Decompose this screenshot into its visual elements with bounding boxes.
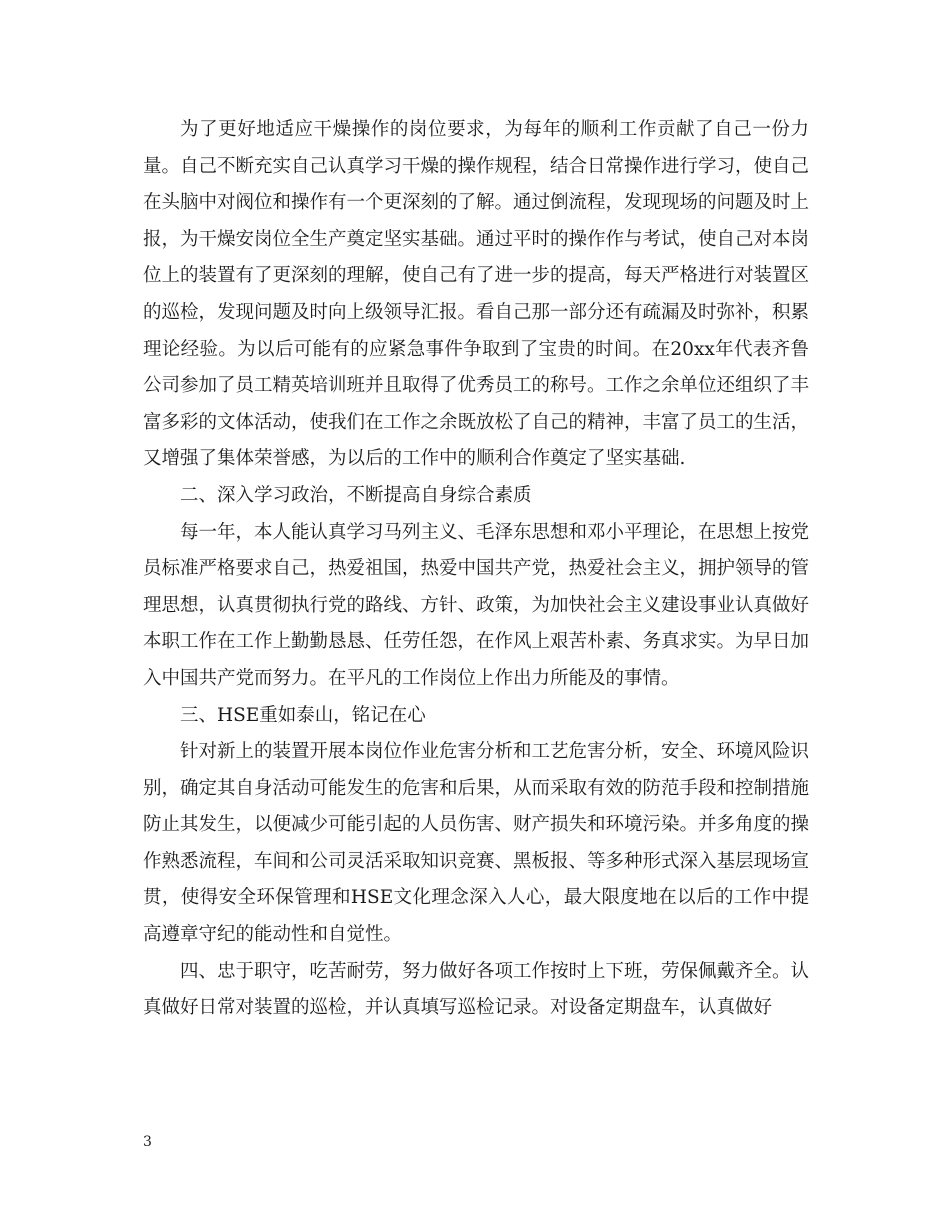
paragraph-hse: 针对新上的装置开展本岗位作业危害分析和工艺危害分析，安全、环境风险识别，确定其自身活动可能发生的危害和后果，从而采取有效的防范手段和控制措施防止其发生，以便减少可能引起的人员伤害、财产损失和环境污染。并多角度的操作熟悉流程，车间和公司灵活采取知识竞赛、黑板报、等多种形式深入基层现场宣贯，使得安全环保管理和HSE文化理念深入人心，最大限度地在以后的工作中提高遵章守纪的能动性和自觉性。 (143, 741, 810, 946)
section-heading-hse: 三、HSE重如泰山，铭记在心 (180, 704, 426, 726)
section-heading-politics: 二、深入学习政治，不断提高自身综合素质 (180, 484, 532, 506)
paragraph-duty: 四、忠于职守，吃苦耐劳，努力做好各项工作按时上下班，劳保佩戴齐全。认真做好日常对装置的巡检，并认真填写巡检记录。对设备定期盘车，认真做好 (143, 960, 810, 1019)
paragraph-drying-operations: 为了更好地适应干燥操作的岗位要求，为每年的顺利工作贡献了自己一份力量。自己不断充实自己认真学习干燥的操作规程，结合日常操作进行学习，使自己在头脑中对阀位和操作有一个更深刻的了解。通过倒流程，发现现场的问题及时上报，为干燥安岗位全生产奠定坚实基础。通过平时的操作作与考试，使自己对本岗位上的装置有了更深刻的理解，使自己有了进一步的提高，每天严格进行对装置区的巡检，发现问题及时向上级领导汇报。看自己那一部分还有疏漏及时弥补，积累理论经验。为以后可能有的应紧急事件争取到了宝贵的时间。在20xx年代表齐鲁公司参加了员工精英培训班并且取得了优秀员工的称号。工作之余单位还组织了丰富多彩的文体活动，使我们在工作之余既放松了自己的精神，丰富了员工的生活，又增强了集体荣誉感，为以后的工作中的顺利合作奠定了坚实基础. (143, 119, 810, 470)
page-number: 3 (143, 1134, 152, 1150)
document-body (143, 112, 809, 1027)
paragraph-politics: 每一年，本人能认真学习马列主义、毛泽东思想和邓小平理论，在思想上按党员标准严格要求自己，热爱祖国，热爱中国共产党，热爱社会主义，拥护领导的管理思想，认真贯彻执行党的路线、方针、政策，为加快社会主义建设事业认真做好本职工作在工作上勤勤恳恳、任劳任怨，在作风上艰苦朴素、务真求实。为早日加入中国共产党而努力。在平凡的工作岗位上作出力所能及的事情。 (143, 521, 810, 689)
